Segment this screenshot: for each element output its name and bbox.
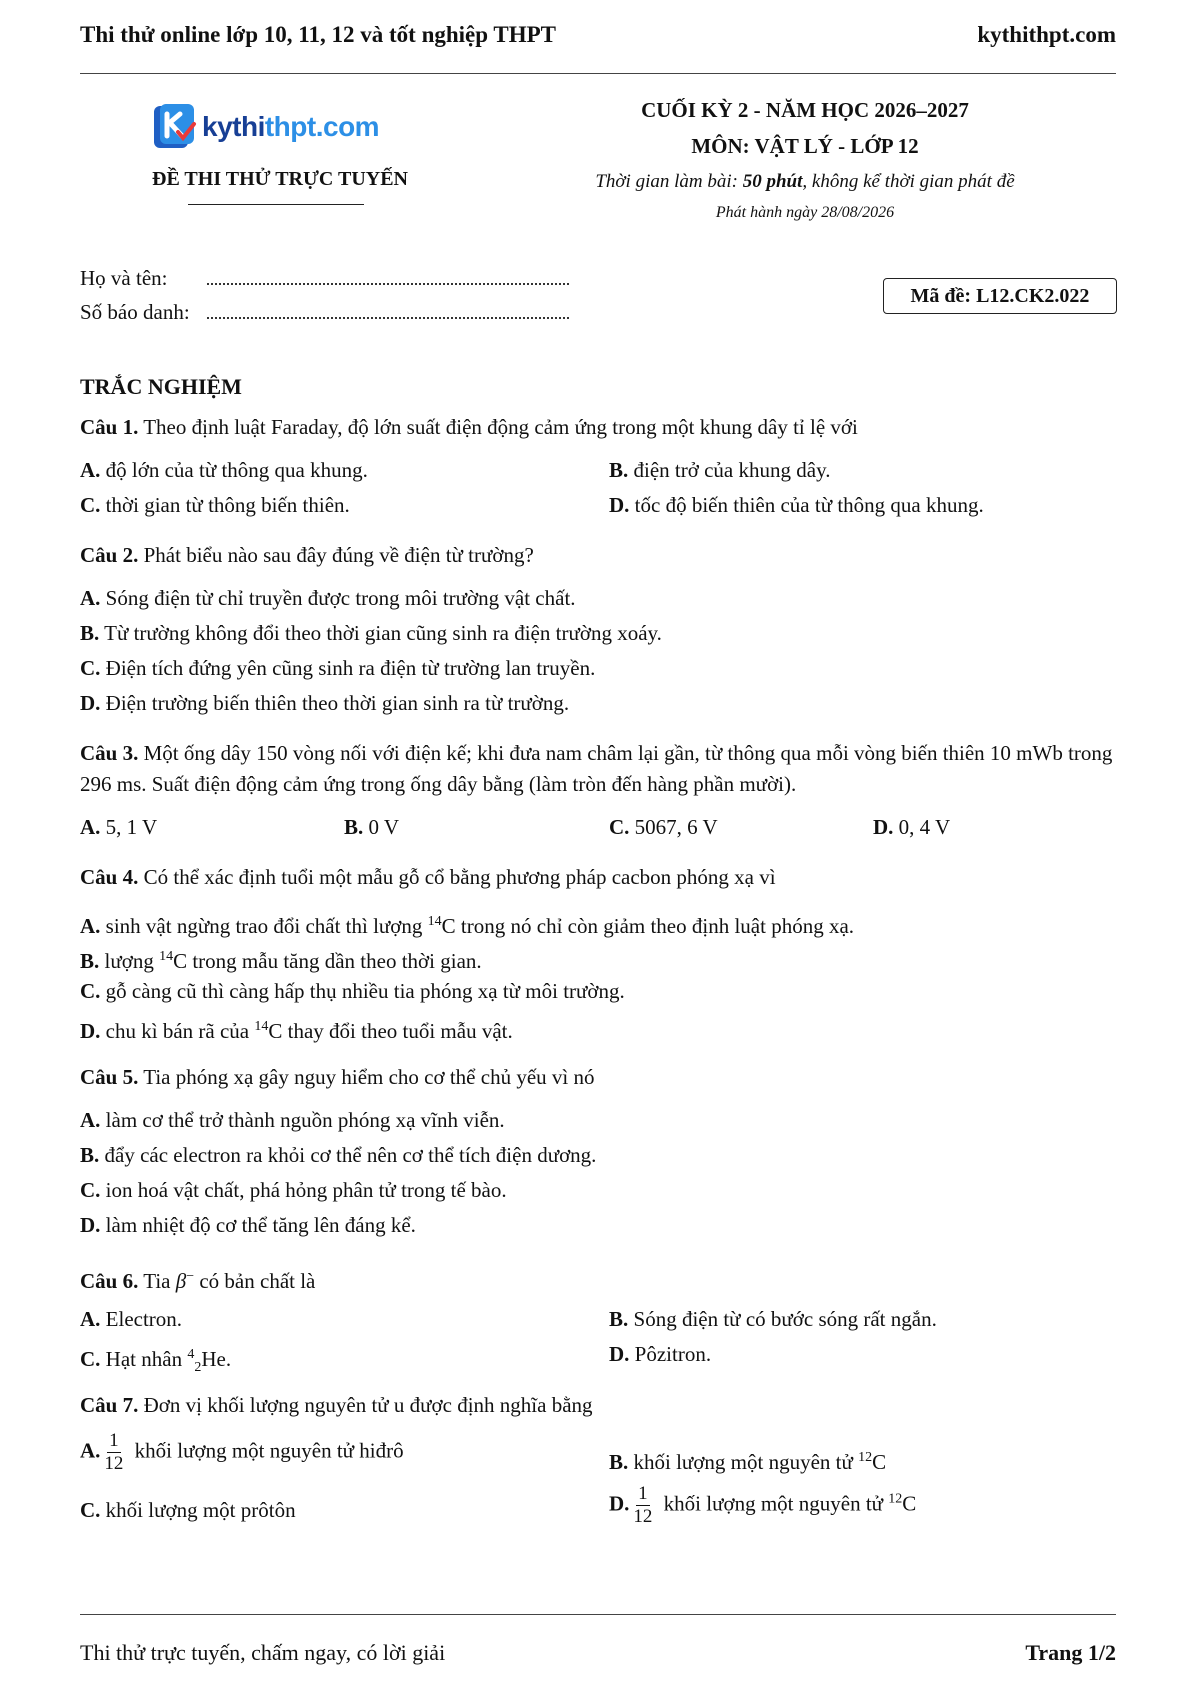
- q5-option-a[interactable]: A. làm cơ thể trở thành nguồn phóng xạ vĩnh viễn.: [80, 1108, 505, 1132]
- q4-option-b[interactable]: B. lượng $^{14}$C trong mẫu tăng dần theo thời gian.: [80, 949, 482, 973]
- q5-option-d[interactable]: D. làm nhiệt độ cơ thể tăng lên đáng kể.: [80, 1213, 416, 1237]
- exam-release-date: Phát hành ngày 28/08/2026: [715, 204, 895, 221]
- id-field: [80, 300, 569, 325]
- header-left: Thi thử online lớp 10, 11, 12 và tốt nghiệp THPT: [80, 22, 556, 47]
- q6-option-c[interactable]: C. Hạt nhân $^4_2$He.: [80, 1347, 232, 1376]
- q7-option-d[interactable]: D. $\frac{1}{12}$ khối lượng một nguyên tử $^{12}$C: [609, 1483, 917, 1527]
- q3-option-b[interactable]: B. 0 V: [344, 815, 400, 839]
- id-label: Số báo danh:: [80, 300, 190, 324]
- footer-rule: [80, 1614, 1116, 1615]
- q2-option-b[interactable]: B. Từ trường không đổi theo thời gian cũng sinh ra điện trường xoáy.: [80, 621, 662, 645]
- exam-code-box: Mã đề: L12.CK2.022: [883, 278, 1117, 314]
- logo-icon: [152, 102, 198, 152]
- exam-subject: MÔN: VẬT LÝ - LỚP 12: [691, 134, 919, 158]
- q7-option-a[interactable]: A. $\frac{1}{12}$ khối lượng một nguyên tử hiđrô: [80, 1430, 404, 1474]
- q2-option-d[interactable]: D. Điện trường biến thiên theo thời gian sinh ra từ trường.: [80, 691, 570, 715]
- q6-option-b[interactable]: B. Sóng điện từ có bước sóng rất ngắn.: [609, 1307, 937, 1331]
- name-blank: [207, 283, 569, 285]
- q5-option-b[interactable]: B. đẩy các electron ra khỏi cơ thể nên cơ thể tích điện dương.: [80, 1143, 597, 1167]
- question-3: Câu 3. Một ống dây 150 vòng nối với điện kế; khi đưa nam châm lại gần, từ thông qua mỗi vòng biến thiên 10 mWb trong 296 ms. Suất điện động cảm ứng trong ống dây bằng (làm tròn đến hàng phần mười).: [80, 741, 1113, 796]
- name-label: Họ và tên:: [80, 266, 168, 290]
- q1-option-c[interactable]: C. thời gian từ thông biến thiên.: [80, 493, 350, 517]
- id-blank: [207, 317, 569, 319]
- q2-option-a[interactable]: A. Sóng điện từ chỉ truyền được trong môi trường vật chất.: [80, 586, 576, 610]
- q1-option-d[interactable]: D. tốc độ biến thiên của từ thông qua khung.: [609, 493, 984, 517]
- question-4: Câu 4. Có thể xác định tuổi một mẫu gỗ cổ bằng phương pháp cacbon phóng xạ vì: [80, 865, 776, 889]
- page-number: Trang 1/2: [1025, 1640, 1116, 1665]
- q5-option-c[interactable]: C. ion hoá vật chất, phá hỏng phân tử trong tế bào.: [80, 1178, 507, 1202]
- q4-option-a[interactable]: A. sinh vật ngừng trao đổi chất thì lượng $^{14}$C trong nó chỉ còn giảm theo định luật phóng xạ.: [80, 914, 855, 938]
- header-right: kythithpt.com: [977, 22, 1116, 47]
- q3-option-c[interactable]: C. 5067, 6 V: [609, 815, 718, 839]
- question-6: Câu 6. Tia β− có bản chất là: [80, 1269, 316, 1293]
- left-subtitle: ĐỀ THI THỬ TRỰC TUYẾN: [152, 168, 408, 190]
- fraction: $\frac{1}{12}$: [633, 1483, 653, 1527]
- question-5: Câu 5. Tia phóng xạ gây nguy hiểm cho cơ thể chủ yếu vì nó: [80, 1065, 595, 1089]
- q1-option-a[interactable]: A. độ lớn của từ thông qua khung.: [80, 458, 368, 482]
- page-footer: [80, 1640, 1116, 1666]
- question-7: Câu 7. Đơn vị khối lượng nguyên tử u được định nghĩa bằng: [80, 1393, 593, 1417]
- q7-option-c[interactable]: C. khối lượng một prôtôn: [80, 1498, 296, 1522]
- q3-option-d[interactable]: D. 0, 4 V: [873, 815, 951, 839]
- question-2: Câu 2. Phát biểu nào sau đây đúng về điện từ trường?: [80, 543, 534, 567]
- exam-term: CUỐI KỲ 2 - NĂM HỌC 2026–2027: [641, 98, 969, 122]
- exam-time: Thời gian làm bài: 50 phút, không kể thời gian phát đề: [595, 171, 1015, 192]
- q6-option-d[interactable]: D. Pôzitron.: [609, 1342, 712, 1366]
- logo-wordmark: kythithpt.com: [202, 111, 380, 142]
- q2-option-c[interactable]: C. Điện tích đứng yên cũng sinh ra điện từ trường lan truyền.: [80, 656, 596, 680]
- section-title: TRẮC NGHIỆM: [80, 374, 242, 399]
- question-1: Câu 1. Theo định luật Faraday, độ lớn suất điện động cảm ứng trong một khung dây tỉ lệ với: [80, 415, 858, 439]
- q7-option-b[interactable]: B. khối lượng một nguyên tử $^{12}$C: [609, 1450, 887, 1474]
- left-subtitle-rule: [188, 204, 364, 205]
- q4-option-d[interactable]: D. chu kì bán rã của $^{14}$C thay đổi theo tuổi mẫu vật.: [80, 1019, 513, 1043]
- page-header: [80, 22, 1116, 52]
- q1-option-b[interactable]: B. điện trở của khung dây.: [609, 458, 831, 482]
- q4-option-c[interactable]: C. gỗ càng cũ thì càng hấp thụ nhiều tia phóng xạ từ môi trường.: [80, 979, 625, 1003]
- name-field: [80, 266, 569, 291]
- q6-option-a[interactable]: A. Electron.: [80, 1307, 183, 1331]
- site-logo: [152, 102, 379, 152]
- fraction: $\frac{1}{12}$: [104, 1430, 124, 1474]
- q3-option-a[interactable]: A. 5, 1 V: [80, 815, 158, 839]
- footer-left: Thi thử trực tuyến, chấm ngay, có lời giải: [80, 1640, 446, 1665]
- header-rule: [80, 73, 1116, 74]
